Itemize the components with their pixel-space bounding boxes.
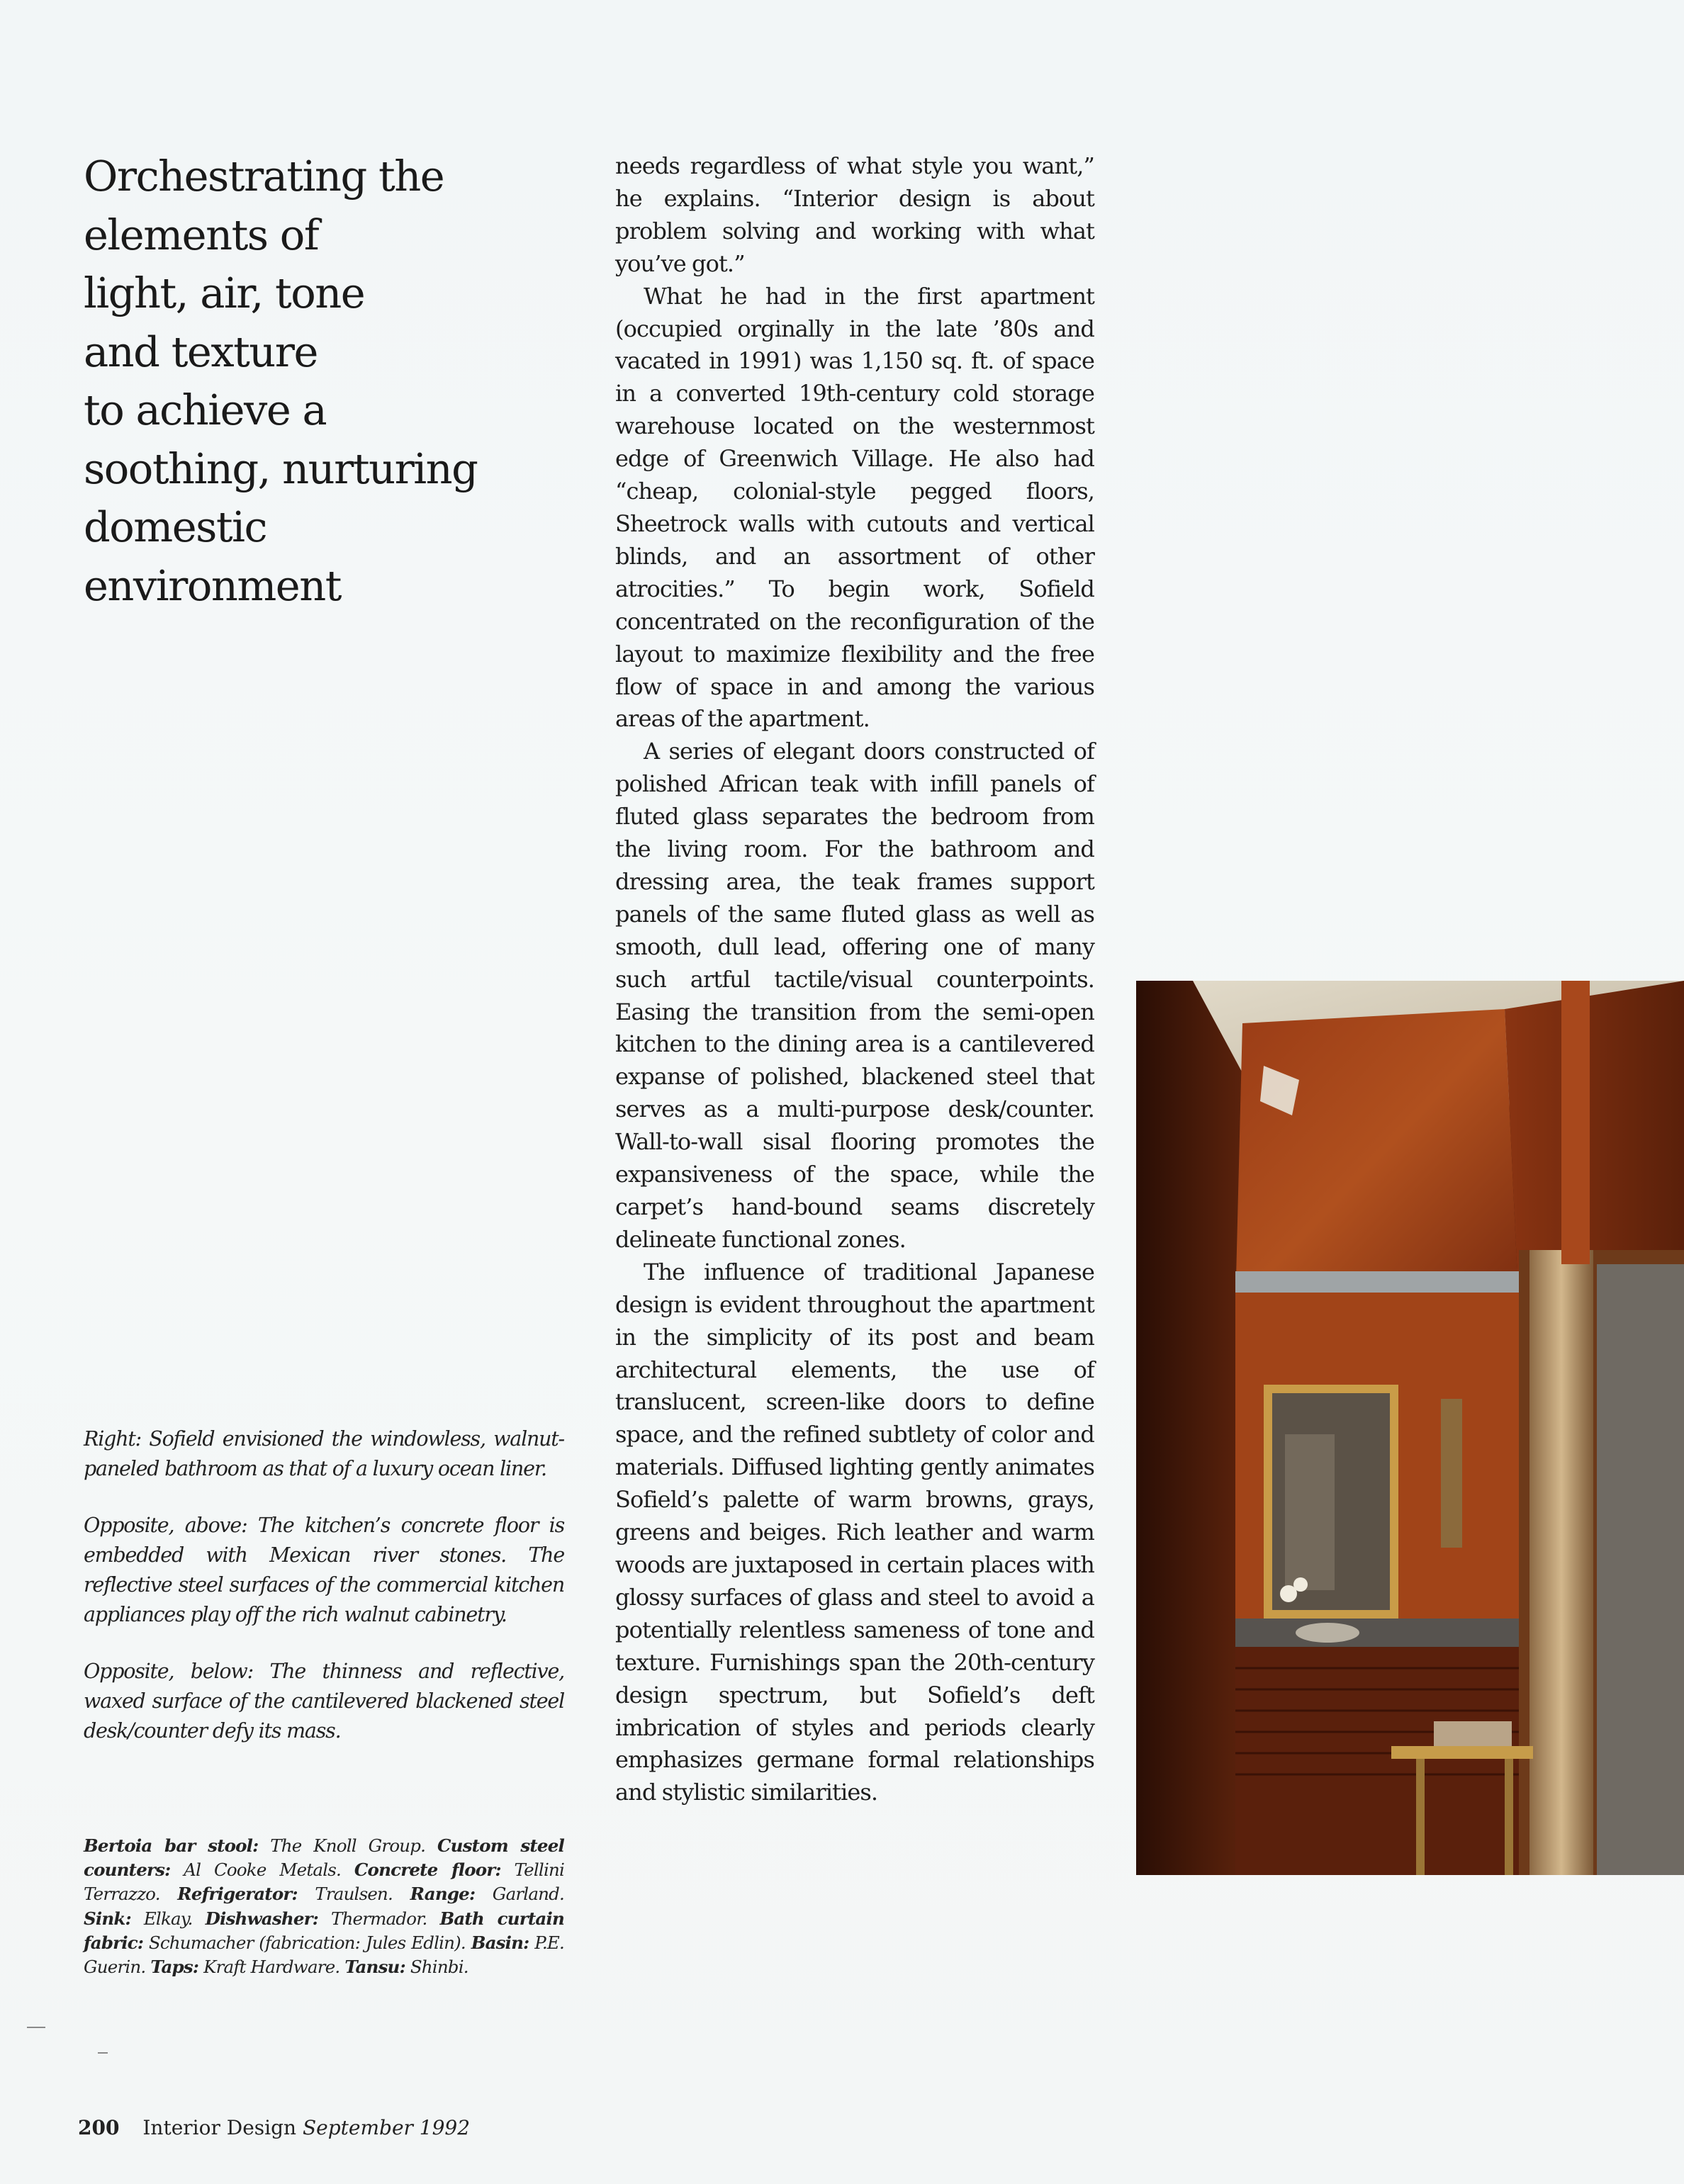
lead-panel	[1597, 1264, 1684, 1875]
body-paragraph: A series of elegant doors constructed of polished African teak with infill panels of fluted glass separates the bedroom from the living room. For the bathroom and dressing area, the teak frames support panels of the same fluted glass as well as smooth, dull lead, offering one of many such artful tactile/visual counterpoints. Easing the transition from the semi-open kitchen to the dining area is a cantilevered expanse of polished, blackened steel that serves as a multi-purpose desk/counter. Wall-to-wall sisal flooring promotes the expansiveness of the space, while the carpet’s hand-bound seams discretely delineate functional zones.	[615, 738, 1094, 1253]
left-wall	[1136, 981, 1242, 1875]
side-table-top	[1391, 1746, 1533, 1759]
side-table-leg	[1416, 1759, 1425, 1875]
bathroom-illustration	[1136, 981, 1684, 1875]
credit-value: Elkay.	[143, 1908, 193, 1929]
credit-value: Schumacher (fabrication: Jules Edlin).	[148, 1932, 466, 1953]
toiletry-tray	[1434, 1721, 1512, 1746]
credit-label: Custom steel counters:	[84, 1835, 564, 1881]
credit-value: Al Cooke Metals.	[184, 1859, 342, 1881]
credit-value: Garland.	[492, 1884, 564, 1905]
article-body	[615, 150, 1094, 1809]
orchid-flower	[1293, 1577, 1308, 1592]
body-paragraph: needs regardless of what style you want,” he explains. “Interior design is about problem solving and working with what you’ve got.”	[615, 152, 1094, 277]
side-table-leg	[1505, 1759, 1513, 1875]
credit-value: Thermador.	[331, 1908, 427, 1929]
credit-item	[410, 1884, 564, 1904]
bathroom-photo	[1136, 981, 1684, 1875]
page-footer	[78, 2116, 470, 2139]
credit-label: Bath curtain fabric:	[84, 1908, 565, 1953]
credit-item	[150, 1957, 339, 1977]
credit-value: P.E. Guerin.	[84, 1932, 564, 1978]
caption-right: Right: Sofield envisioned the windowless, walnut-paneled bathroom as that of a luxury ocean liner.	[84, 1427, 564, 1480]
body-paragraph: What he had in the first apartment (occupied orginally in the late ’80s and vacated in 1991) was 1,150 sq. ft. of space in a converted 19th-century cold storage warehouse located on the westernmost edge of Greenwich Village. He also had “cheap, colonial-style pegged floors, Sheetrock walls with cutouts and vertical blinds, and an assortment of other atrocities.” To begin work, Sofield concentrated on the reconfiguration of the layout to maximize flexibility and the free flow of space in and among the various areas of the apartment.	[615, 282, 1094, 733]
credit-label: Concrete floor:	[354, 1859, 501, 1881]
teak-post	[1561, 981, 1590, 1264]
scan-mark	[98, 2052, 108, 2054]
vanity-top	[1235, 1619, 1526, 1647]
credit-item	[344, 1957, 468, 1977]
headline-line: and texture	[84, 327, 318, 376]
headline-line: Orchestrating the	[84, 152, 444, 201]
credit-label: Refrigerator:	[177, 1884, 298, 1905]
headline-line: soothing, nurturing	[84, 444, 478, 493]
credit-value: Traulsen.	[315, 1884, 393, 1905]
headline-line: environment	[84, 561, 341, 610]
headline-line: light, air, tone	[84, 269, 365, 317]
issue-date: September 1992	[302, 2116, 471, 2139]
headline-line: elements of	[84, 210, 319, 259]
scan-mark	[27, 2027, 45, 2028]
basin	[1296, 1623, 1359, 1643]
credit-label: Dishwasher:	[205, 1908, 319, 1929]
body-paragraph: The influence of traditional Japanese design is evident throughout the apartment in the simplicity of its post and beam architectural elements, the use of translucent, screen-like doors to define space, and the refined subtlety of color and materials. Diffused lighting gently animates Sofield’s palette of warm browns, grays, greens and beiges. Rich leather and warm woods are juxtaposed in certain places with glossy surfaces of glass and steel to avoid a potentially relentless sameness of tone and texture. Furnishings span the 20th-century design spectrum, but Sofield’s deft imbrication of styles and periods clearly emphasizes germane formal relationships and stylistic similarities.	[615, 1258, 1094, 1806]
credit-label: Basin:	[471, 1932, 529, 1953]
headline	[84, 147, 580, 615]
credit-label: Bertoia bar stool:	[84, 1835, 259, 1856]
credit-value: Shinbi.	[410, 1957, 468, 1978]
page-number: 200	[78, 2116, 120, 2139]
credit-label: Taps:	[150, 1957, 199, 1978]
credit-label: Range:	[410, 1884, 476, 1905]
curtain	[1529, 1250, 1593, 1875]
mirror-reflection	[1285, 1434, 1335, 1590]
credit-value: The Knoll Group.	[270, 1835, 426, 1856]
credit-item	[84, 1908, 193, 1929]
credit-item	[206, 1908, 427, 1929]
headline-line: domestic	[84, 502, 267, 551]
side-mirror	[1441, 1399, 1462, 1548]
vanity-cabinet	[1235, 1647, 1526, 1875]
credit-value: Tellini Terrazzo.	[84, 1859, 564, 1905]
headline-line: to achieve a	[84, 385, 327, 434]
credit-item	[84, 1835, 425, 1856]
credit-item	[177, 1884, 393, 1904]
product-credits	[84, 1834, 564, 1979]
magazine-name: Interior Design	[142, 2116, 297, 2139]
caption-opposite-above: Opposite, above: The kitchen’s concrete floor is embedded with Mexican river stones. The reflective steel surfaces of the commercial kitchen appliances play off the rich walnut cabinetry.	[84, 1514, 564, 1626]
back-wall-upper	[1235, 1009, 1519, 1307]
light-cove	[1235, 1271, 1533, 1293]
credit-label: Tansu:	[344, 1957, 405, 1978]
photo-captions	[84, 1424, 564, 1773]
caption-opposite-below: Opposite, below: The thinness and reflective, waxed surface of the cantilevered blackened steel desk/counter defy its mass.	[84, 1660, 564, 1743]
credit-value: Kraft Hardware.	[203, 1957, 340, 1978]
credit-label: Sink:	[84, 1908, 131, 1929]
